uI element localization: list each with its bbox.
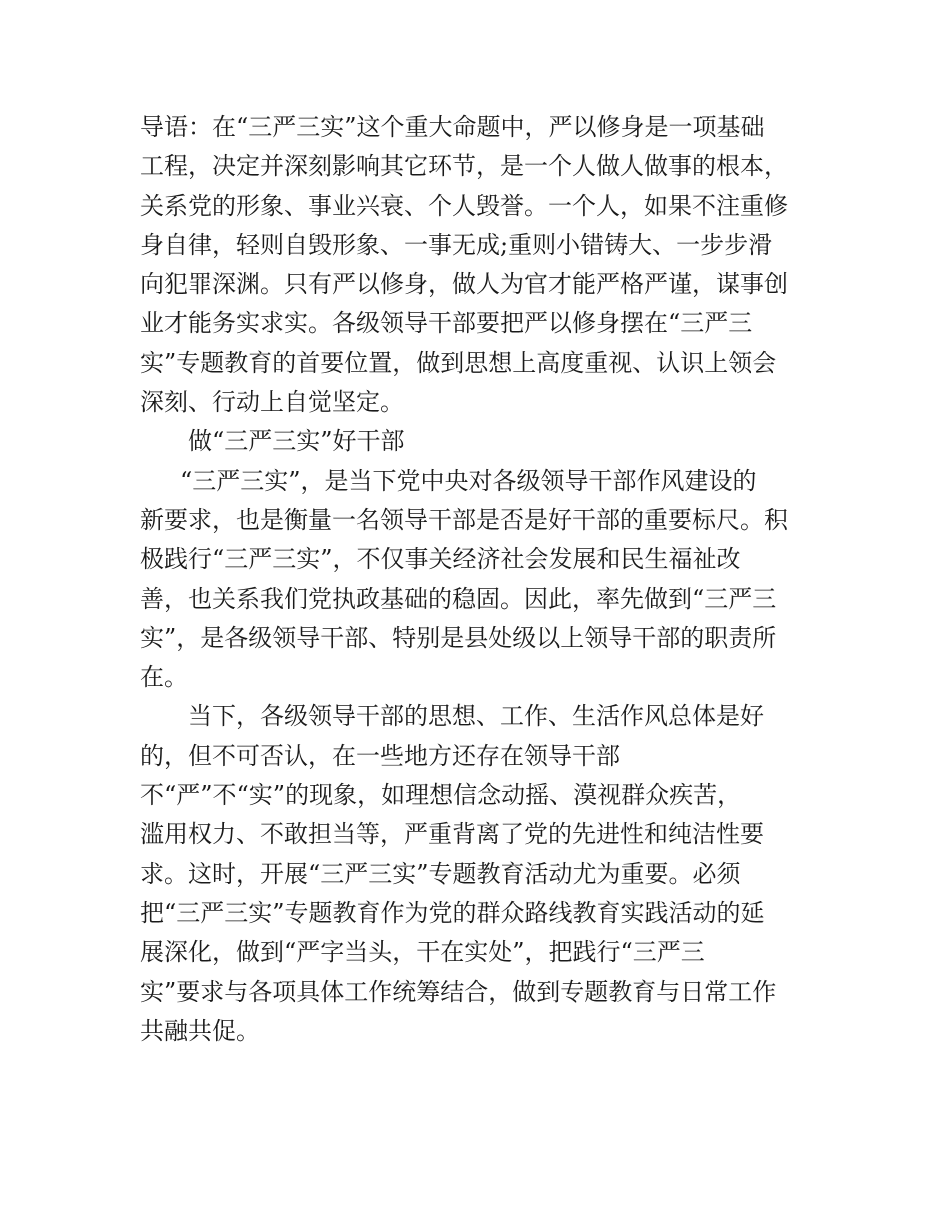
- text-line: 共融共促。: [140, 1016, 260, 1045]
- text-line: 当下，各级领导干部的思想、工作、生活作风总体是好: [188, 702, 764, 731]
- text-line: 滥用权力、不敢担当等，严重背离了党的先进性和纯洁性要: [140, 820, 764, 849]
- text-line: 在。: [140, 663, 188, 692]
- text-line: 实”，是各级领导干部、特别是县处级以上领导干部的职责所: [140, 623, 777, 652]
- body-paragraph-1: [140, 462, 820, 698]
- section-heading: 做“三严三实”好干部: [188, 427, 405, 456]
- document-body: [140, 108, 820, 1051]
- text-line: 工程，决定并深刻影响其它环节，是一个人做人做事的根本，: [140, 152, 788, 181]
- text-line: 实”专题教育的首要位置，做到思想上高度重视、认识上领会: [140, 348, 777, 377]
- text-line: “三严三实”，是当下党中央对各级领导干部作风建设的: [180, 466, 757, 495]
- text-line: 实”要求与各项具体工作统筹结合，做到专题教育与日常工作: [140, 977, 777, 1006]
- text-line: 导语：在“三严三实”这个重大命题中，严以修身是一项基础: [140, 113, 765, 141]
- text-line: 求。这时，开展“三严三实”专题教育活动尤为重要。必须: [140, 859, 741, 888]
- body-paragraph-2: [140, 697, 820, 1051]
- text-line: 的，但不可否认，在一些地方还存在领导干部: [140, 741, 620, 770]
- text-line: 身自律，轻则自毁形象、一事无成;重则小错铸大、一步步滑: [140, 230, 773, 259]
- text-line: 展深化，做到“严字当头，干在实处”，把践行“三严三: [140, 938, 705, 967]
- text-line: 业才能务实求实。各级领导干部要把严以修身摆在“三严三: [140, 309, 753, 338]
- text-line: 关系党的形象、事业兴衰、个人毁誉。一个人，如果不注重修: [140, 191, 788, 220]
- text-line: 善，也关系我们党执政基础的稳固。因此，率先做到“三严三: [140, 584, 777, 613]
- text-line: 新要求，也是衡量一名领导干部是否是好干部的重要标尺。积: [140, 505, 788, 534]
- text-line: 把“三严三实”专题教育作为党的群众路线教育实践活动的延: [140, 898, 765, 927]
- text-line: 不“严”不“实”的现象，如理想信念动摇、漠视群众疾苦，: [140, 781, 742, 810]
- intro-paragraph: [140, 108, 820, 422]
- text-line: 向犯罪深渊。只有严以修身，做人为官才能严格严谨，谋事创: [140, 270, 788, 299]
- text-line: 深刻、行动上自觉坚定。: [140, 388, 404, 417]
- text-line: 极践行“三严三实”，不仅事关经济社会发展和民生福祉改: [140, 545, 741, 574]
